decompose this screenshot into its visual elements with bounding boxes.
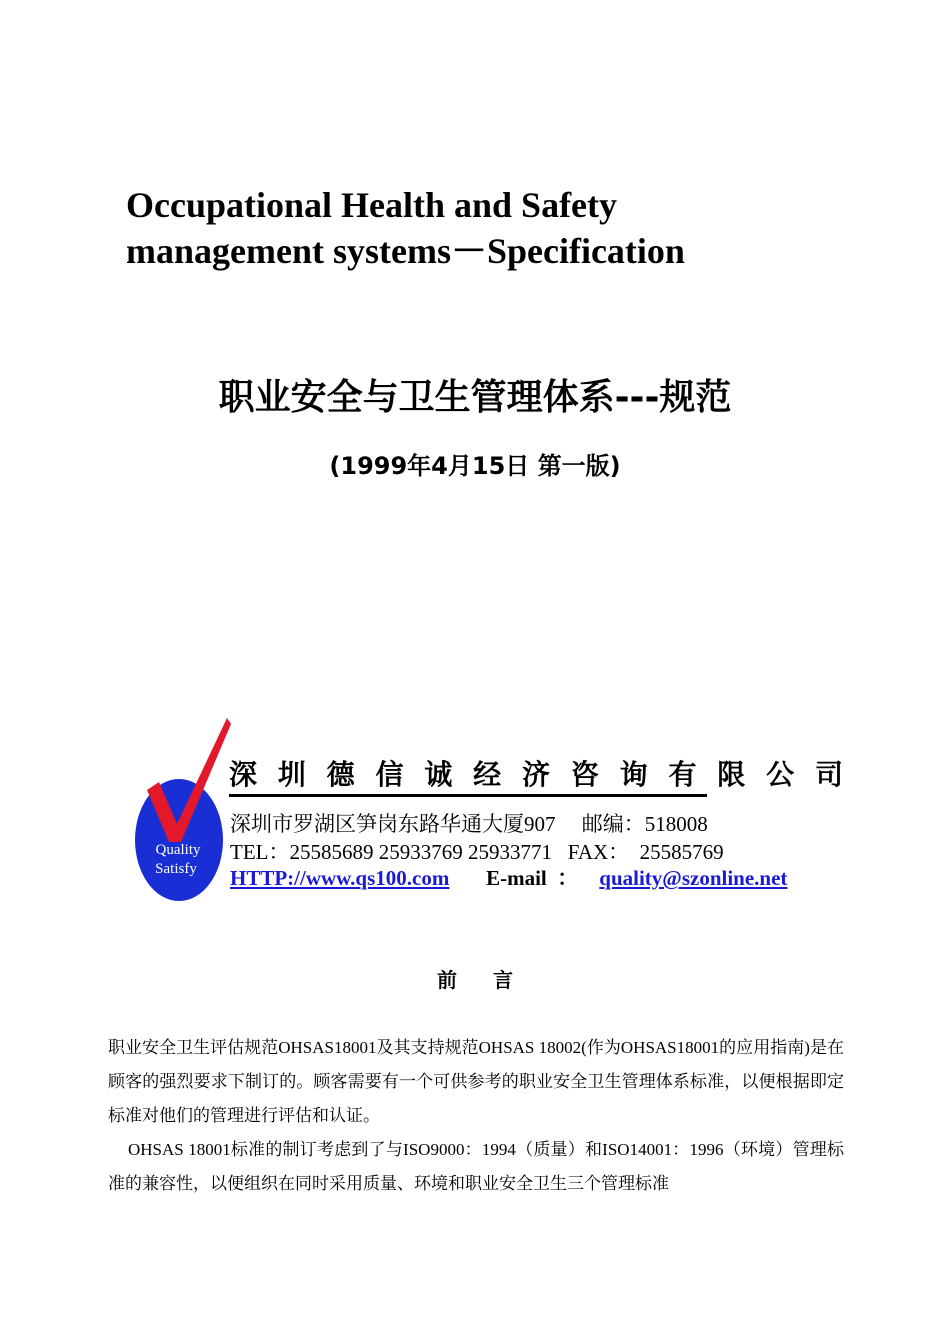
company-name-char: 济 <box>521 758 550 791</box>
preface-paragraph: OHSAS 18001标准的制订考虑到了与ISO9000：1994（质量）和ISO14001：1996（环境）管理标准的兼容性，以便组织在同时采用质量、环境和职业安全卫生三个管理标准 <box>108 1140 844 1193</box>
company-name-char: 诚 <box>424 758 453 791</box>
chinese-title: 职业安全与卫生管理体系---规范 <box>218 377 732 418</box>
company-name-char: 信 <box>375 758 404 791</box>
email-link[interactable]: quality@szonline.net <box>599 866 788 890</box>
company-name-char: 经 <box>473 758 502 791</box>
preface-heading-char: 前 <box>437 968 457 992</box>
company-address: 深圳市罗湖区笋岗东路华通大厦907 邮编：518008 <box>230 812 708 836</box>
company-logo <box>133 716 233 904</box>
preface-heading-char: 言 <box>493 968 513 992</box>
company-name-char: 有 <box>668 758 697 791</box>
preface-heading <box>0 962 950 998</box>
preface-paragraph: 职业安全卫生评估规范OHSAS18001及其支持规范OHSAS 18002(作为OHSAS18001的应用指南)是在顾客的强烈要求下制订的。顾客需要有一个可供参考的职业安全卫生管理体系标准，以便根据即定标准对他们的管理进行评估和认证。 <box>108 1038 844 1125</box>
company-web-email <box>230 864 787 892</box>
website-link[interactable]: HTTP://www.qs100.com <box>230 866 450 890</box>
english-title <box>126 182 685 274</box>
company-name-char: 公 <box>766 758 795 791</box>
english-title-line-2: management systems－Specification <box>126 231 685 271</box>
logo-text-quality: Quality <box>155 842 201 858</box>
company-underline <box>229 794 707 797</box>
company-name <box>229 755 843 795</box>
logo-text-satisfy: Satisfy <box>155 861 197 877</box>
company-name-char: 限 <box>717 758 746 791</box>
company-name-char: 德 <box>326 758 355 791</box>
company-name-char: 司 <box>814 758 843 791</box>
company-name-char: 咨 <box>570 758 599 791</box>
company-name-char: 圳 <box>277 758 306 791</box>
quality-logo-icon <box>133 716 233 904</box>
company-name-char: 询 <box>619 758 648 791</box>
email-label: E-mail ： <box>486 866 579 890</box>
preface-body <box>108 1031 844 1201</box>
english-title-line-1: Occupational Health and Safety <box>126 185 618 225</box>
company-phone-fax: TEL：25585689 25933769 25933771 FAX： 25585769 <box>230 840 724 864</box>
company-name-char: 深 <box>229 758 258 791</box>
edition-date: (1999年4月15日 第一版) <box>329 452 621 480</box>
